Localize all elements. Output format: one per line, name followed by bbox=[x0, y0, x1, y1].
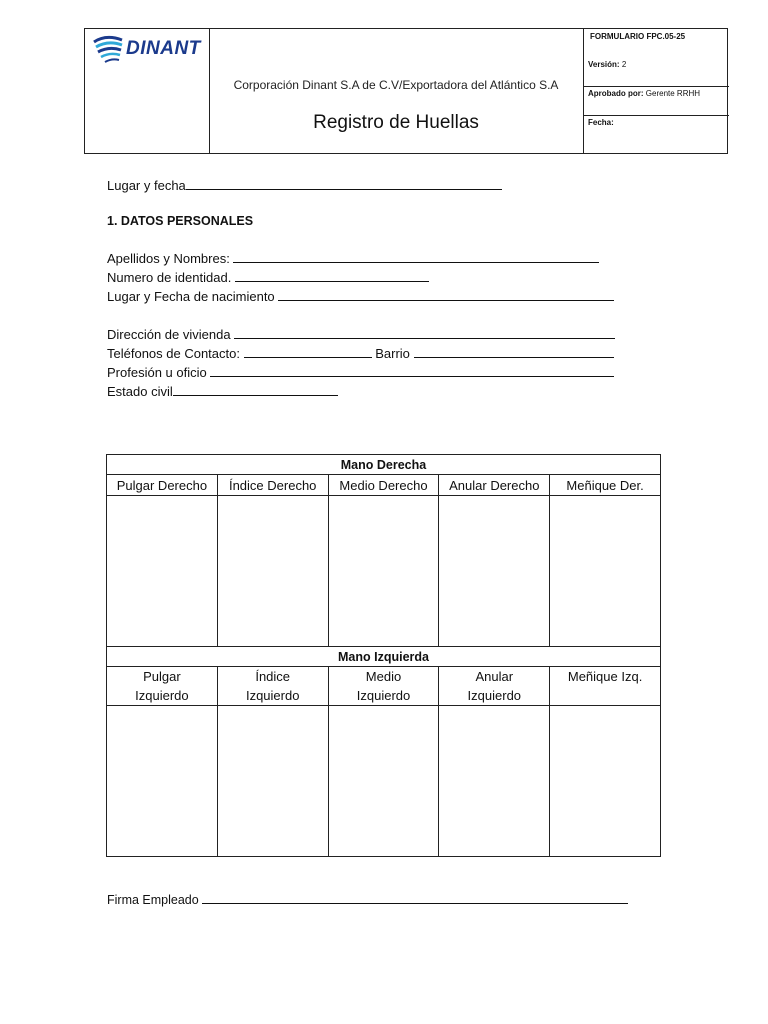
fingerprint-box[interactable] bbox=[328, 496, 439, 647]
header-divider bbox=[583, 86, 729, 87]
company-name: Corporación Dinant S.A de C.V/Exportadora del Atlántico S.A bbox=[233, 78, 559, 92]
barrio-blank[interactable] bbox=[414, 344, 614, 358]
fingerprint-box[interactable] bbox=[550, 706, 661, 857]
section-title: 1. DATOS PERSONALES bbox=[107, 214, 254, 228]
address-field[interactable]: Dirección de vivienda bbox=[107, 325, 615, 342]
finger-header: Anular Derecho bbox=[439, 475, 550, 496]
place-date-field[interactable]: Lugar y fecha bbox=[107, 176, 502, 193]
names-blank[interactable] bbox=[233, 249, 599, 263]
form-code: FORMULARIO FPC.05-25 bbox=[590, 32, 686, 41]
civil-status-blank[interactable] bbox=[173, 382, 338, 396]
fingerprint-box[interactable] bbox=[217, 706, 328, 857]
finger-header: Pulgar Derecho bbox=[107, 475, 218, 496]
finger-header: Medio Derecho bbox=[328, 475, 439, 496]
place-date-blank[interactable] bbox=[186, 176, 502, 190]
page-title: Registro de Huellas bbox=[313, 112, 479, 133]
fingerprint-box[interactable] bbox=[550, 496, 661, 647]
dinant-logo bbox=[92, 30, 207, 70]
civil-status-field[interactable]: Estado civil bbox=[107, 382, 338, 399]
fingerprint-box[interactable] bbox=[328, 706, 439, 857]
phones-field[interactable]: Teléfonos de Contacto: Barrio bbox=[107, 344, 614, 361]
right-hand-table bbox=[106, 454, 661, 857]
finger-header: Pulgar Izquierdo bbox=[107, 667, 218, 706]
fingerprint-box[interactable] bbox=[107, 496, 218, 647]
id-number-field[interactable]: Numero de identidad. bbox=[107, 268, 429, 285]
finger-header: Anular Izquierdo bbox=[439, 667, 550, 706]
finger-header: Meñique Der. bbox=[550, 475, 661, 496]
approved-by: Aprobado por: Gerente RRHH bbox=[588, 89, 701, 98]
phones-blank[interactable] bbox=[244, 344, 372, 358]
names-field[interactable]: Apellidos y Nombres: bbox=[107, 249, 599, 266]
profession-field[interactable]: Profesión u oficio bbox=[107, 363, 614, 380]
finger-header: Meñique Izq. bbox=[550, 667, 661, 706]
date-field: Fecha: bbox=[588, 118, 614, 127]
logo-wordmark: DINANT bbox=[126, 38, 201, 59]
fingerprint-box[interactable] bbox=[107, 706, 218, 857]
fingerprint-box[interactable] bbox=[217, 496, 328, 647]
finger-header: Medio Izquierdo bbox=[328, 667, 439, 706]
left-hand-title: Mano Izquierda bbox=[107, 647, 661, 667]
barrio-label: Barrio bbox=[375, 346, 410, 361]
address-blank[interactable] bbox=[234, 325, 615, 339]
birth-field[interactable]: Lugar y Fecha de nacimiento bbox=[107, 287, 614, 304]
right-hand-title: Mano Derecha bbox=[107, 455, 661, 475]
signature-field[interactable]: Firma Empleado bbox=[107, 890, 628, 907]
header-divider bbox=[583, 29, 584, 153]
id-number-blank[interactable] bbox=[235, 268, 429, 282]
header-divider bbox=[583, 115, 729, 116]
dinant-logo-icon bbox=[92, 32, 128, 68]
signature-blank[interactable] bbox=[202, 890, 628, 904]
birth-blank[interactable] bbox=[278, 287, 614, 301]
finger-header: Índice Izquierdo bbox=[217, 667, 328, 706]
fingerprint-box[interactable] bbox=[439, 496, 550, 647]
profession-blank[interactable] bbox=[210, 363, 614, 377]
finger-header: Índice Derecho bbox=[217, 475, 328, 496]
fingerprint-box[interactable] bbox=[439, 706, 550, 857]
version-info: Versión: 2 bbox=[588, 60, 627, 69]
